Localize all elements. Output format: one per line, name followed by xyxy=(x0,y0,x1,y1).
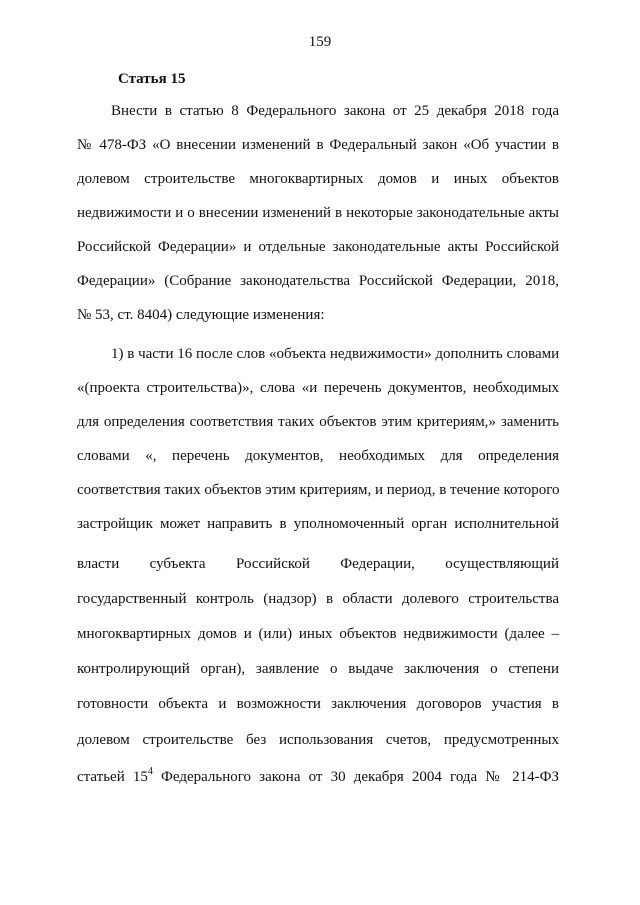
paragraph-line: словами «, перечень документов, необходимых для определения xyxy=(77,448,559,464)
line-text-after: Федерального закона от 30 декабря 2004 года № 214-ФЗ xyxy=(152,769,559,785)
paragraph-line: 1) в части 16 после слов «объекта недвижимости» дополнить словами xyxy=(111,346,560,362)
paragraph-line: многоквартирных домов и (или) иных объектов недвижимости (далее – xyxy=(77,626,559,642)
paragraph-line-with-superscript xyxy=(77,768,559,786)
paragraph-line: застройщик может направить в уполномоченный орган исполнительной xyxy=(77,516,559,532)
paragraph-line: готовности объекта и возможности заключения договоров участия в xyxy=(77,696,559,712)
paragraph-line: Российской Федерации» и отдельные законодательные акты Российской xyxy=(77,239,559,255)
paragraph-line: долевом строительстве без использования счетов, предусмотренных xyxy=(77,732,559,748)
paragraph-line: № 478-ФЗ «О внесении изменений в Федеральный закон «Об участии в xyxy=(77,137,559,153)
paragraph-line: контролирующий орган), заявление о выдаче заключения о степени xyxy=(77,661,559,677)
paragraph-line: власти субъекта Российской Федерации, осуществляющий xyxy=(77,556,559,572)
paragraph-line: № 53, ст. 8404) следующие изменения: xyxy=(77,307,325,323)
paragraph-line: для определения соответствия таких объектов этим критериям,» заменить xyxy=(77,414,559,430)
paragraph-line: соответствия таких объектов этим критериям, и период, в течение которого xyxy=(77,482,560,498)
paragraph-line: Федерации» (Собрание законодательства Российской Федерации, 2018, xyxy=(77,273,559,289)
paragraph-line: государственный контроль (надзор) в области долевого строительства xyxy=(77,591,559,607)
line-text-before: статьей 15 xyxy=(77,769,148,785)
paragraph-line: «(проекта строительства)», слова «и перечень документов, необходимых xyxy=(77,380,559,396)
paragraph-line: Внести в статью 8 Федерального закона от 25 декабря 2018 года xyxy=(111,103,559,119)
superscript-index: 4 xyxy=(147,766,153,777)
article-heading: Статья 15 xyxy=(118,71,186,87)
paragraph-line: недвижимости и о внесении изменений в некоторые законодательные акты xyxy=(77,205,559,221)
paragraph-line: долевом строительстве многоквартирных домов и иных объектов xyxy=(77,171,559,187)
page-number: 159 xyxy=(308,34,332,50)
